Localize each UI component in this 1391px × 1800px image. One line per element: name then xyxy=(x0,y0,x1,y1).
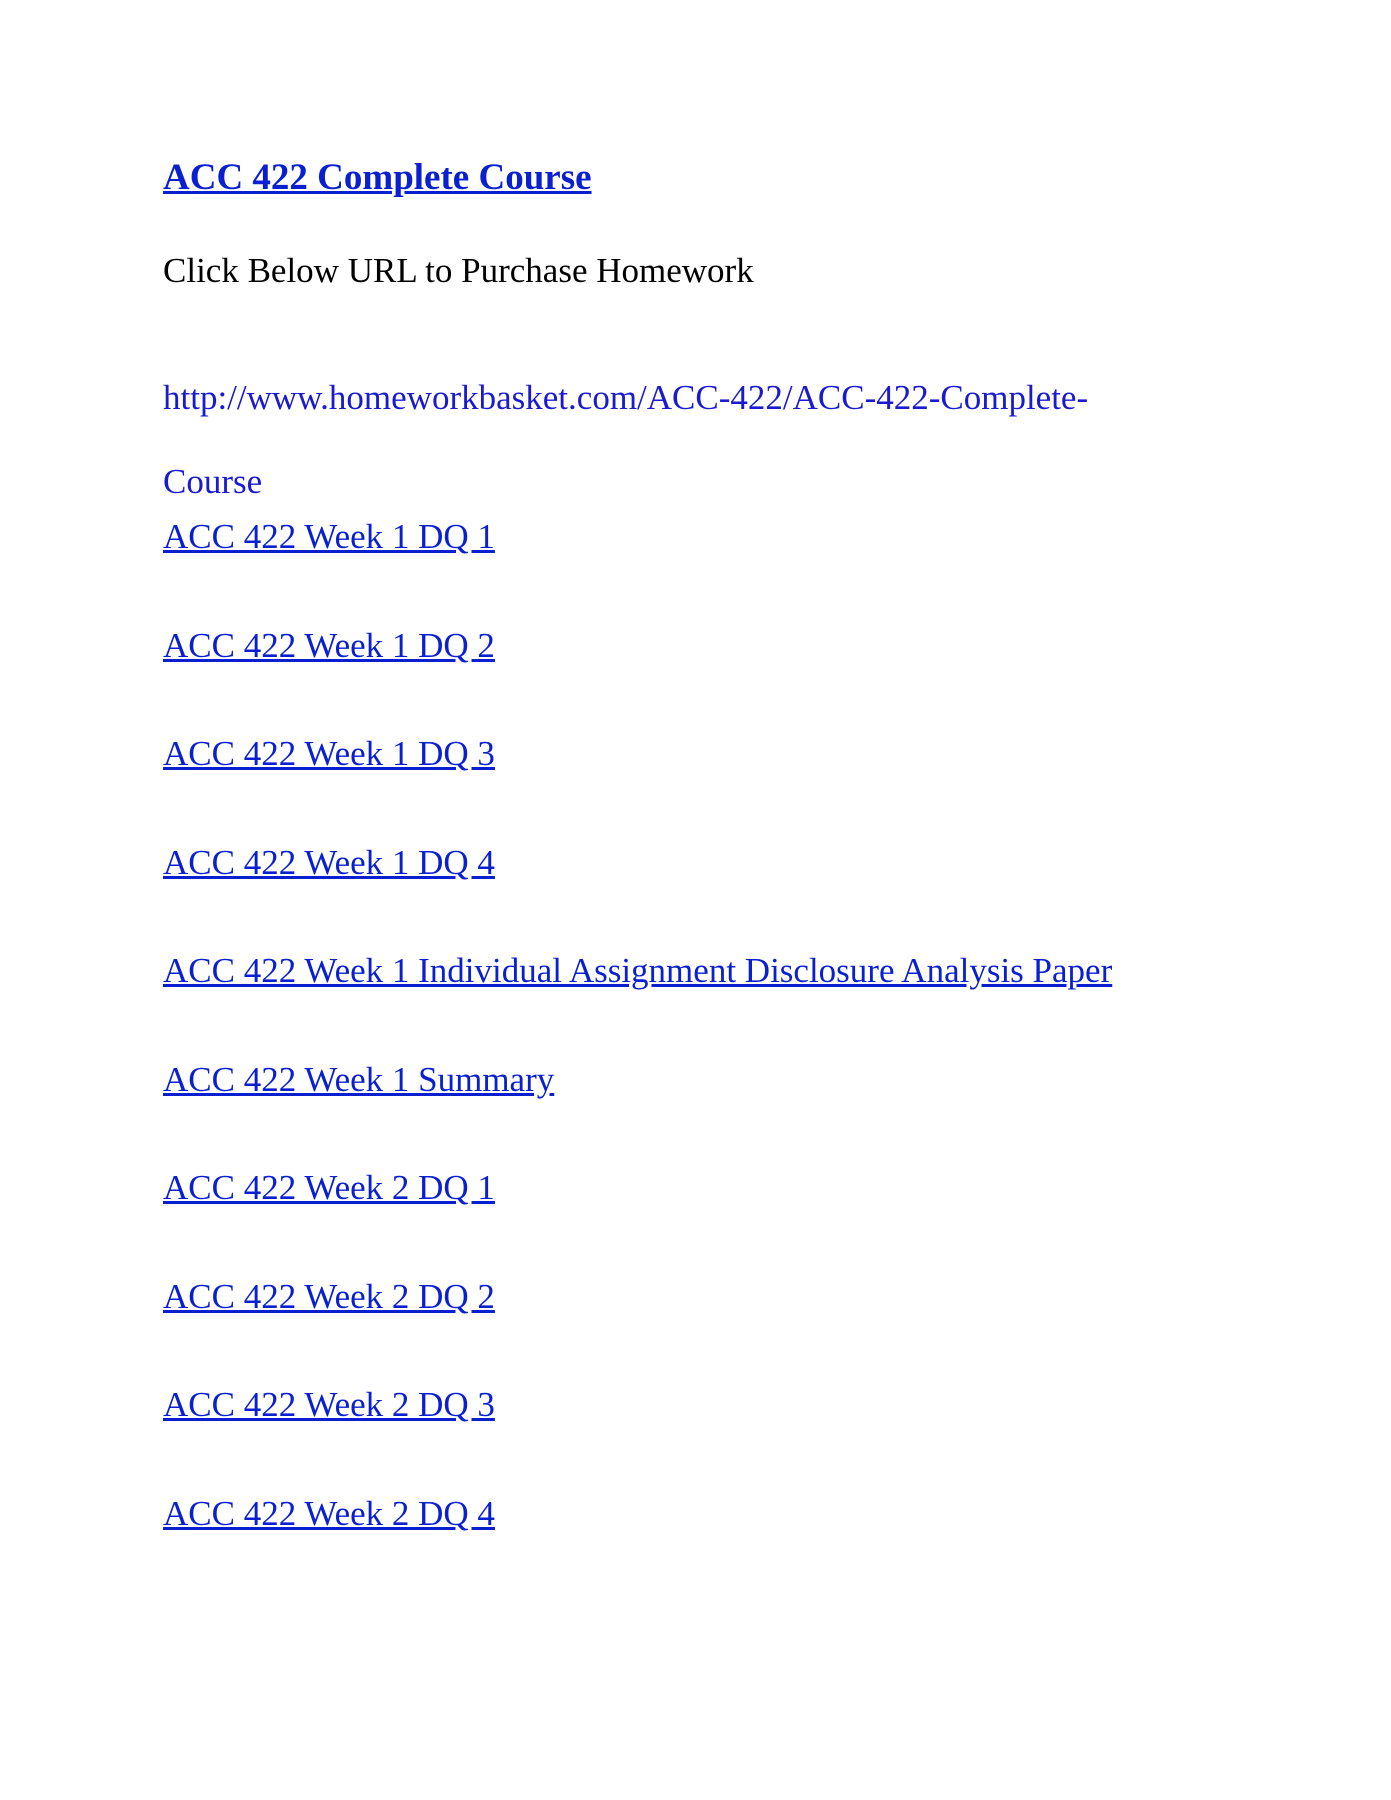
assignment-link[interactable]: ACC 422 Week 2 DQ 1 xyxy=(163,1168,495,1207)
list-item xyxy=(163,1384,1112,1493)
assignment-link[interactable]: ACC 422 Week 1 Summary xyxy=(163,1059,555,1099)
purchase-url-line-2[interactable]: Course xyxy=(163,462,263,501)
assignment-link[interactable]: ACC 422 Week 1 DQ 1 xyxy=(163,517,495,556)
list-item xyxy=(163,1493,1112,1602)
list-item xyxy=(163,516,1112,625)
assignment-link[interactable]: ACC 422 Week 1 DQ 4 xyxy=(163,842,495,882)
assignment-link[interactable]: ACC 422 Week 2 DQ 2 xyxy=(163,1276,495,1316)
assignment-link[interactable]: ACC 422 Week 2 DQ 4 xyxy=(163,1493,495,1533)
list-item xyxy=(163,625,1112,734)
course-title-link[interactable]: ACC 422 Complete Course xyxy=(163,157,592,198)
purchase-url-line-1[interactable]: http://www.homeworkbasket.com/ACC-422/ACC-422-Complete- xyxy=(163,378,1089,417)
list-item xyxy=(163,1059,1112,1168)
assignment-link[interactable]: ACC 422 Week 2 DQ 3 xyxy=(163,1385,495,1424)
assignment-link[interactable]: ACC 422 Week 1 DQ 3 xyxy=(163,734,495,773)
assignment-link[interactable]: ACC 422 Week 1 Individual Assignment Disclosure Analysis Paper xyxy=(163,951,1113,990)
document-content xyxy=(163,156,1263,1533)
assignment-link-list xyxy=(163,516,1112,1601)
list-item xyxy=(163,842,1112,951)
list-item xyxy=(163,950,1112,1059)
list-item xyxy=(163,733,1112,842)
list-item xyxy=(163,1276,1112,1385)
assignment-link[interactable]: ACC 422 Week 1 DQ 2 xyxy=(163,625,495,665)
list-item xyxy=(163,1167,1112,1276)
purchase-url[interactable] xyxy=(163,356,1163,524)
purchase-instruction: Click Below URL to Purchase Homework xyxy=(163,251,754,290)
